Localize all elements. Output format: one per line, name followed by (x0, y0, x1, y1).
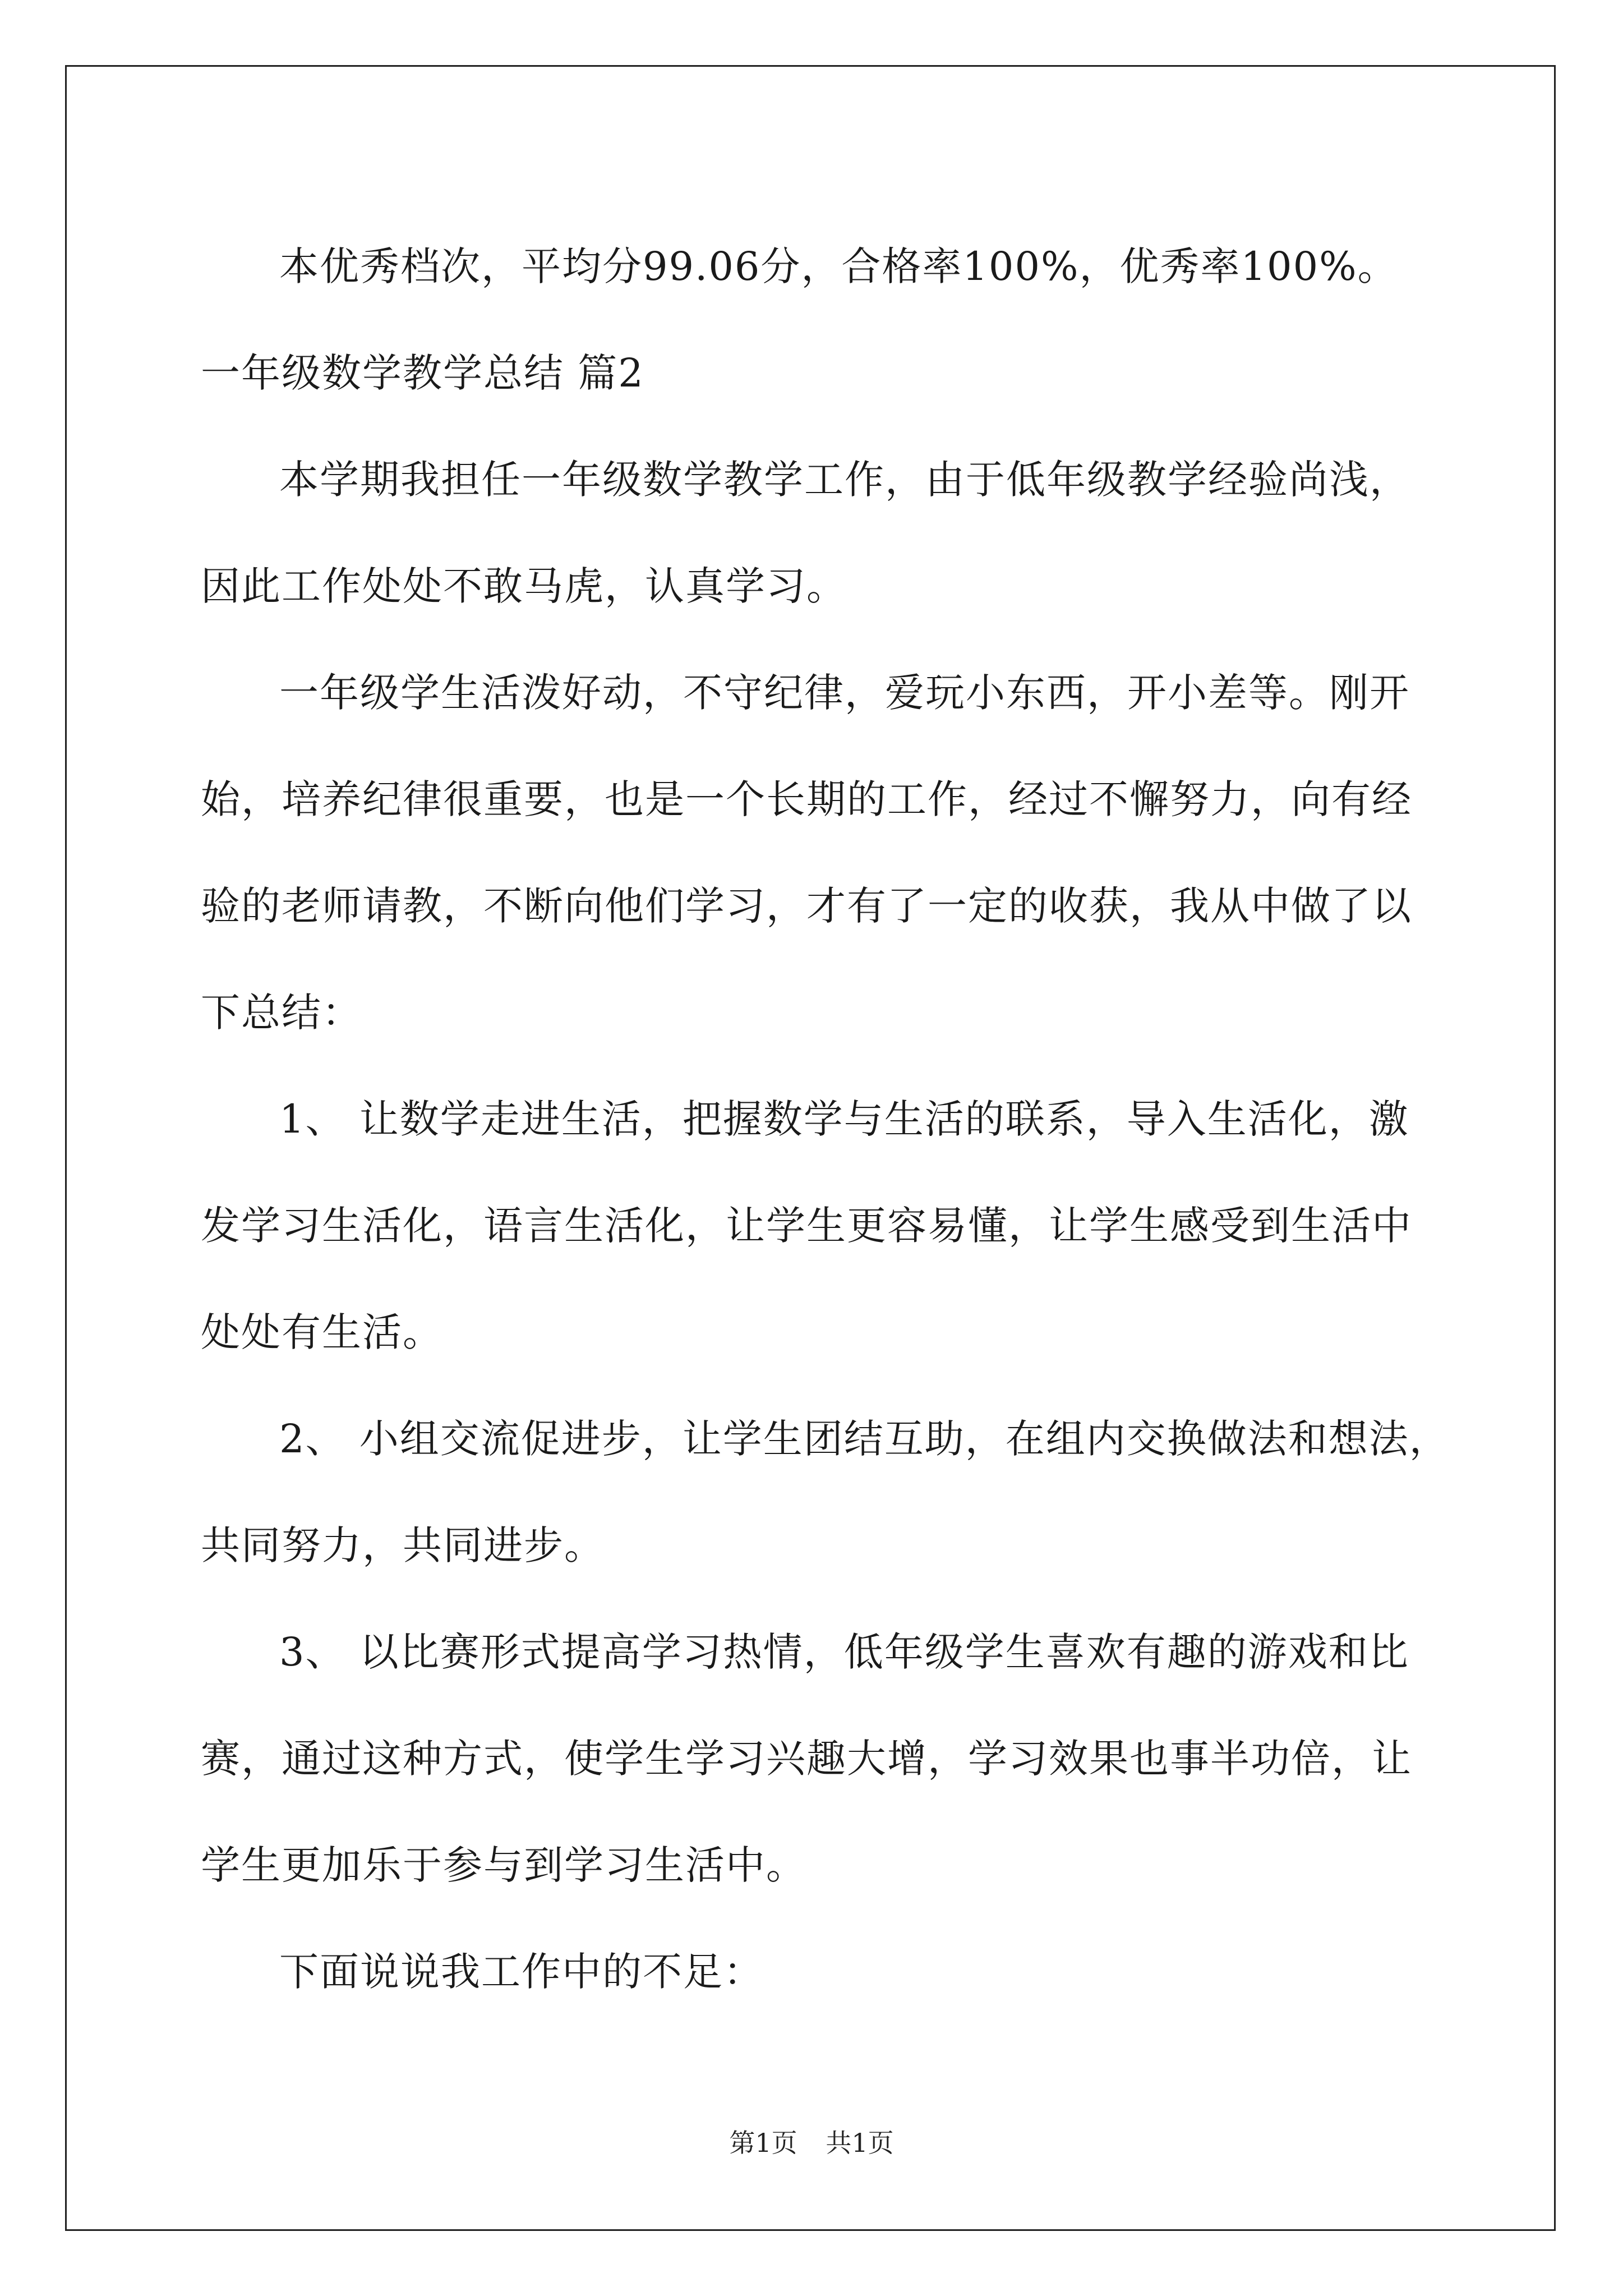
text-line: 发学习生活化，语言生活化，让学生更容易懂，让学生感受到生活中 (201, 1203, 1412, 1249)
paragraph (201, 639, 1435, 1066)
text-line: 本学期我担任一年级数学教学工作，由于低年级教学经验尚浅， (279, 457, 1410, 503)
text-line: 本优秀档次，平均分99.06分，合格率100%，优秀率100%。 (279, 243, 1398, 289)
text-line: 始，培养纪律很重要，也是一个长期的工作，经过不懈努力，向有经 (201, 776, 1412, 822)
page-number: 第1页 (729, 2128, 797, 2158)
paragraph (201, 1918, 1435, 2025)
document-body (201, 213, 1450, 2025)
text-line: 一年级学生活泼好动，不守纪律，爱玩小东西，开小差等。刚开 (279, 670, 1410, 716)
paragraph (201, 1066, 1435, 1386)
text-line: 3、 以比赛形式提高学习热情，低年级学生喜欢有趣的游戏和比 (279, 1629, 1409, 1675)
paragraph (201, 213, 1435, 320)
text-line: 1、 让数学走进生活，把握数学与生活的联系，导入生活化，激 (279, 1096, 1409, 1142)
page-total: 共1页 (826, 2128, 894, 2158)
text-line: 2、 小组交流促进步，让学生团结互助，在组内交换做法和想法， (279, 1416, 1450, 1462)
section-heading (201, 320, 1435, 426)
text-line: 处处有生活。 (201, 1309, 443, 1355)
text-line: 一年级数学教学总结 篇2 (201, 350, 644, 396)
text-line: 赛，通过这种方式，使学生学习兴趣大增，学习效果也事半功倍，让 (201, 1736, 1412, 1782)
paragraph (201, 426, 1435, 639)
text-line: 共同努力，共同进步。 (201, 1522, 605, 1568)
paragraph (201, 1599, 1435, 1918)
text-line: 下总结： (201, 990, 362, 1036)
text-line: 学生更加乐于参与到学习生活中。 (201, 1842, 806, 1888)
text-line: 下面说说我工作中的不足： (279, 1949, 764, 1995)
text-line: 因此工作处处不敢马虎，认真学习。 (201, 563, 847, 609)
paragraph (201, 1386, 1450, 1599)
page-footer (0, 2126, 1623, 2160)
text-line: 验的老师请教，不断向他们学习，才有了一定的收获，我从中做了以 (201, 883, 1412, 929)
